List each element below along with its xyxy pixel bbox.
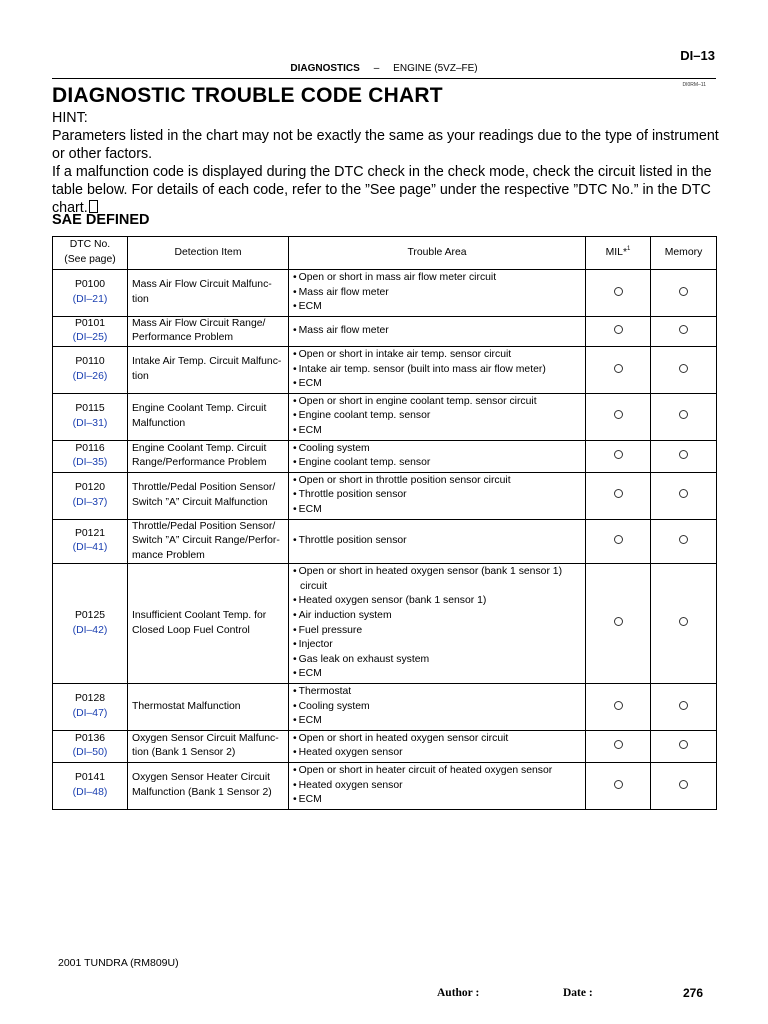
trouble-area <box>289 684 586 731</box>
dtc-cell <box>53 393 128 440</box>
dtc-cell <box>53 730 128 762</box>
footer-model: 2001 TUNDRA (RM809U) <box>58 957 179 969</box>
table-row <box>53 440 717 472</box>
col-header-trouble: Trouble Area <box>289 237 586 270</box>
memory-cell <box>651 472 717 519</box>
trouble-area <box>289 472 586 519</box>
trouble-area-list <box>293 763 581 809</box>
table-row <box>53 472 717 519</box>
dtc-page-link[interactable]: (DI–41) <box>72 542 108 554</box>
trouble-area-list <box>293 394 581 440</box>
dtc-page-link[interactable]: (DI–26) <box>72 370 108 382</box>
trouble-area-item: • Open or short in heated oxygen sensor (bank 1 sensor 1) circuit <box>293 565 581 594</box>
detection-item <box>128 564 289 684</box>
section-heading: SAE DEFINED <box>52 212 150 228</box>
trouble-area-item: • Heated oxygen sensor (bank 1 sensor 1) <box>293 594 581 609</box>
trouble-area-item: • Open or short in throttle position sensor circuit <box>293 474 581 489</box>
trouble-area <box>289 316 586 346</box>
col-header-memory: Memory <box>651 237 717 270</box>
dtc-cell <box>53 564 128 684</box>
trouble-area-item: • Open or short in engine coolant temp. sensor circuit <box>293 395 581 410</box>
trouble-area-item: • ECM <box>293 667 581 682</box>
dtc-code: P0128 <box>74 693 106 705</box>
detection-item <box>128 316 289 346</box>
dtc-page-link[interactable]: (DI–42) <box>72 624 108 636</box>
trouble-area <box>289 270 586 317</box>
trouble-area-item: • Open or short in heated oxygen sensor circuit <box>293 732 581 747</box>
trouble-area-item: • Cooling system <box>293 700 581 715</box>
memory-circle-icon <box>679 617 688 626</box>
dtc-code: P0100 <box>74 279 106 291</box>
mil-circle-icon <box>614 325 623 334</box>
col-header-mil-text: MIL* <box>605 246 628 258</box>
memory-circle-icon <box>679 535 688 544</box>
trouble-area <box>289 763 586 810</box>
dtc-cell <box>53 684 128 731</box>
detection-line: Oxygen Sensor Circuit Malfunc- <box>132 732 279 744</box>
trouble-area-item: • Mass air flow meter <box>293 324 581 339</box>
table-row <box>53 684 717 731</box>
mil-cell <box>586 316 651 346</box>
trouble-area-item: • Mass air flow meter <box>293 286 581 301</box>
mil-cell <box>586 763 651 810</box>
dtc-code: P0136 <box>74 732 106 744</box>
trouble-area-list <box>293 270 581 316</box>
memory-circle-icon <box>679 489 688 498</box>
table-row <box>53 316 717 346</box>
col-header-detection: Detection Item <box>128 237 289 270</box>
mil-circle-icon <box>614 489 623 498</box>
detection-line: Performance Problem <box>132 332 234 344</box>
trouble-area-item: • Engine coolant temp. sensor <box>293 456 581 471</box>
trouble-area <box>289 519 586 564</box>
trouble-area-list <box>293 473 581 519</box>
detection-line: Mass Air Flow Circuit Range/ <box>132 317 266 329</box>
trouble-area-item: • Injector <box>293 638 581 653</box>
detection-line: tion (Bank 1 Sensor 2) <box>132 747 236 759</box>
dtc-code: P0116 <box>75 442 105 454</box>
detection-item <box>128 393 289 440</box>
memory-cell <box>651 440 717 472</box>
mil-circle-icon <box>614 617 623 626</box>
hint-paragraph-2 <box>52 163 722 217</box>
dtc-cell <box>53 519 128 564</box>
dtc-code: P0115 <box>75 403 105 415</box>
trouble-area-item: • Heated oxygen sensor <box>293 779 581 794</box>
dtc-cell <box>53 270 128 317</box>
page-number: DI–13 <box>680 48 715 63</box>
trouble-area-item: • Open or short in mass air flow meter circuit <box>293 271 581 286</box>
page-title: DIAGNOSTIC TROUBLE CODE CHART <box>52 84 443 107</box>
footer-date-label: Date : <box>563 987 593 999</box>
trouble-area <box>289 346 586 393</box>
dtc-cell <box>53 472 128 519</box>
memory-cell <box>651 316 717 346</box>
memory-cell <box>651 684 717 731</box>
dtc-page-link[interactable]: (DI–25) <box>72 332 108 344</box>
dtc-page-link[interactable]: (DI–35) <box>72 457 108 469</box>
memory-circle-icon <box>679 450 688 459</box>
trouble-area <box>289 730 586 762</box>
table-row <box>53 564 717 684</box>
detection-line: Throttle/Pedal Position Sensor/ <box>132 482 276 494</box>
dtc-table <box>52 236 717 810</box>
memory-circle-icon <box>679 780 688 789</box>
mil-cell <box>586 564 651 684</box>
mil-cell <box>586 346 651 393</box>
trouble-area-item: • Cooling system <box>293 442 581 457</box>
detection-line: mance Problem <box>132 549 205 561</box>
table-row <box>53 393 717 440</box>
detection-item <box>128 684 289 731</box>
trouble-area-item: • Throttle position sensor <box>293 534 581 549</box>
dtc-page-link[interactable]: (DI–31) <box>72 417 108 429</box>
trouble-area-item: • ECM <box>293 503 581 518</box>
detection-line: Throttle/Pedal Position Sensor/ <box>132 520 276 532</box>
trouble-area-item: • Gas leak on exhaust system <box>293 653 581 668</box>
table-row <box>53 730 717 762</box>
detection-line: Engine Coolant Temp. Circuit <box>132 403 267 415</box>
mil-circle-icon <box>614 287 623 296</box>
detection-line: Engine Coolant Temp. Circuit <box>132 442 267 454</box>
detection-item <box>128 346 289 393</box>
table-body <box>53 270 717 810</box>
table-row <box>53 270 717 317</box>
detection-line: Switch ”A” Circuit Range/Perfor- <box>132 535 280 547</box>
dtc-cell <box>53 440 128 472</box>
document-id: DI0RM–11 <box>682 82 706 88</box>
mil-cell <box>586 472 651 519</box>
dtc-cell <box>53 763 128 810</box>
trouble-area-list <box>293 323 581 340</box>
memory-cell <box>651 519 717 564</box>
trouble-area-item: • ECM <box>293 300 581 315</box>
dtc-code: P0141 <box>74 772 106 784</box>
running-header <box>0 63 768 74</box>
memory-circle-icon <box>679 701 688 710</box>
footer-author-label: Author : <box>437 987 480 999</box>
trouble-area-item: • Fuel pressure <box>293 624 581 639</box>
dtc-page-link[interactable]: (DI–37) <box>72 496 108 508</box>
intro-text <box>52 109 722 217</box>
trouble-area-item: • Engine coolant temp. sensor <box>293 409 581 424</box>
mil-circle-icon <box>614 410 623 419</box>
trouble-area-item: • Throttle position sensor <box>293 488 581 503</box>
detection-line: tion <box>132 293 149 305</box>
table-header-row <box>53 237 717 270</box>
mil-circle-icon <box>614 450 623 459</box>
trouble-area-item: • Thermostat <box>293 685 581 700</box>
memory-cell <box>651 730 717 762</box>
mil-cell <box>586 393 651 440</box>
mil-circle-icon <box>614 364 623 373</box>
trouble-area-list <box>293 731 581 762</box>
detection-item <box>128 519 289 564</box>
mil-cell <box>586 519 651 564</box>
dtc-cell <box>53 316 128 346</box>
dtc-code: P0120 <box>74 482 106 494</box>
memory-circle-icon <box>679 325 688 334</box>
detection-item <box>128 440 289 472</box>
mil-circle-icon <box>614 780 623 789</box>
detection-line: Malfunction (Bank 1 Sensor 2) <box>132 786 272 798</box>
hint-paragraph-2-text: If a malfunction code is displayed during the DTC check in the check mode, check the circuit listed in the table below. For details of each code, refer to the ”See page” under the respective ”DTC No.” in the DTC chart. <box>52 164 712 216</box>
dtc-cell <box>53 346 128 393</box>
memory-circle-icon <box>679 364 688 373</box>
trouble-area-list <box>293 347 581 393</box>
detection-line: Intake Air Temp. Circuit Malfunc- <box>132 356 282 368</box>
col-header-mil-note: 1 <box>627 245 631 252</box>
detection-item <box>128 730 289 762</box>
detection-item <box>128 763 289 810</box>
mil-cell <box>586 440 651 472</box>
trouble-area-item: • ECM <box>293 714 581 729</box>
mil-cell <box>586 684 651 731</box>
memory-circle-icon <box>679 740 688 749</box>
footer-page-number: 276 <box>683 986 704 1000</box>
trouble-area <box>289 440 586 472</box>
memory-cell <box>651 346 717 393</box>
trouble-area-item: • Heated oxygen sensor <box>293 746 581 761</box>
table-row <box>53 346 717 393</box>
mil-circle-icon <box>614 740 623 749</box>
trouble-area-list <box>293 441 581 472</box>
detection-line: tion <box>132 370 149 382</box>
dtc-page-link[interactable]: (DI–48) <box>72 786 108 798</box>
detection-line: Insufficient Coolant Temp. for <box>132 610 267 622</box>
dtc-code: P0101 <box>74 317 106 329</box>
detection-item <box>128 270 289 317</box>
dtc-code: P0121 <box>74 527 106 539</box>
memory-cell <box>651 763 717 810</box>
table-row <box>53 763 717 810</box>
trouble-area-item: • ECM <box>293 424 581 439</box>
header-dash: – <box>373 63 380 74</box>
trouble-area-item: • ECM <box>293 793 581 808</box>
mil-cell <box>586 730 651 762</box>
mil-circle-icon <box>614 535 623 544</box>
hint-label: HINT: <box>52 110 88 126</box>
memory-circle-icon <box>679 287 688 296</box>
hint-paragraph-1: Parameters listed in the chart may not be exactly the same as your readings due to the type of instrument or other factors. <box>52 128 719 162</box>
detection-line: Range/Performance Problem <box>132 457 267 469</box>
trouble-area-item: • Open or short in intake air temp. sensor circuit <box>293 348 581 363</box>
col-header-dtc-line1: DTC No. <box>69 239 111 251</box>
memory-cell <box>651 393 717 440</box>
dtc-code: P0125 <box>74 610 106 622</box>
table-row <box>53 519 717 564</box>
header-rule <box>52 78 716 79</box>
detection-line: Closed Loop Fuel Control <box>132 624 250 636</box>
header-section: DIAGNOSTICS <box>290 63 360 74</box>
dtc-page-link[interactable]: (DI–50) <box>72 747 108 759</box>
col-header-dtc-line2: (See page) <box>64 254 116 265</box>
memory-cell <box>651 564 717 684</box>
col-header-dtc <box>53 237 128 270</box>
memory-circle-icon <box>679 410 688 419</box>
dtc-code: P0110 <box>75 356 105 368</box>
trouble-area-list <box>293 533 581 550</box>
detection-line: Malfunction <box>132 417 186 429</box>
trouble-area-list <box>293 564 581 683</box>
mil-cell <box>586 270 651 317</box>
trouble-area-item: • ECM <box>293 377 581 392</box>
detection-line: Switch ”A” Circuit Malfunction <box>132 496 268 508</box>
detection-line: Mass Air Flow Circuit Malfunc- <box>132 279 272 291</box>
trouble-area-item: • Intake air temp. sensor (built into mass air flow meter) <box>293 363 581 378</box>
detection-line: Thermostat Malfunction <box>132 700 241 712</box>
header-subsection: ENGINE (5VZ–FE) <box>393 63 478 74</box>
dtc-page-link[interactable]: (DI–47) <box>72 707 108 719</box>
dtc-page-link[interactable]: (DI–21) <box>72 293 108 305</box>
detection-item <box>128 472 289 519</box>
detection-line: Oxygen Sensor Heater Circuit <box>132 772 271 784</box>
trouble-area-item: • Air induction system <box>293 609 581 624</box>
trouble-area-list <box>293 684 581 730</box>
trouble-area-item: • Open or short in heater circuit of heated oxygen sensor <box>293 764 581 779</box>
memory-cell <box>651 270 717 317</box>
mil-circle-icon <box>614 701 623 710</box>
trouble-area <box>289 564 586 684</box>
col-header-mil <box>586 237 651 270</box>
trouble-area <box>289 393 586 440</box>
